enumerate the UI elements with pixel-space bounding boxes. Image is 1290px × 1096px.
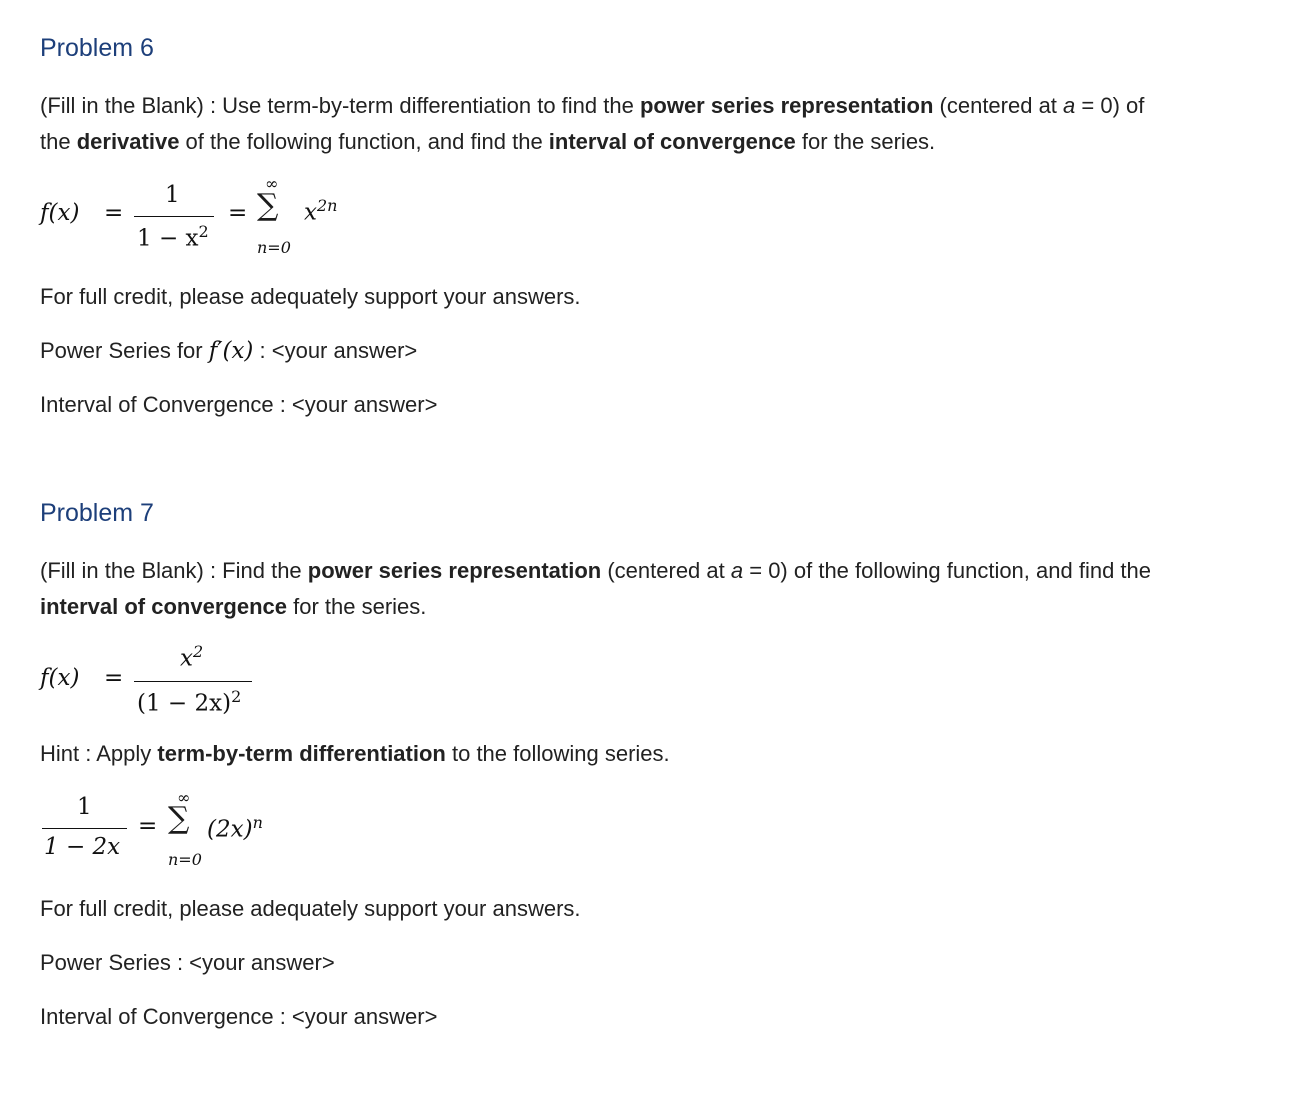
intro-bold-power-series: power series representation [307, 558, 602, 583]
fraction-bar [134, 681, 252, 682]
intro-text: (Fill in the Blank) : Use term-by-term differentiation to find the [40, 93, 640, 118]
problem-7-intro-line-2 [40, 589, 426, 625]
hint-eq-numerator: 1 [77, 794, 92, 820]
eq-numerator-exp: 2 [192, 642, 204, 661]
problem-7-hint [40, 736, 670, 772]
eq-denominator-base: (1 − 2x) [137, 690, 232, 717]
eq-denominator [137, 222, 209, 252]
intro-bold-interval: interval of convergence [40, 594, 287, 619]
sum-term-exp: 2n [316, 196, 338, 215]
sum-upper-limit: ∞ [177, 788, 191, 807]
hint-text: to the following series. [445, 741, 670, 766]
problem-7-support-text: For full credit, please adequately support your answers. [40, 896, 581, 921]
sum-upper-limit: ∞ [265, 174, 279, 193]
intro-text: for the series. [286, 594, 427, 619]
problem-6-title: Problem 6 [40, 34, 154, 62]
interval-label: Interval of Convergence : [40, 392, 292, 417]
problem-7-power-series-line [40, 945, 335, 981]
power-series-answer-placeholder[interactable]: <your answer> [271, 338, 418, 363]
interval-answer-placeholder[interactable]: <your answer> [291, 392, 438, 417]
problem-6-interval-line [40, 387, 437, 423]
sum-symbol: ∑ [257, 188, 279, 223]
intro-text: = 0) of [1075, 93, 1145, 118]
sum-term [304, 196, 337, 226]
sum-term-base: (2x) [207, 816, 253, 843]
problem-6-power-series-line [40, 333, 417, 369]
intro-text: the [40, 129, 77, 154]
power-series-answer-placeholder[interactable]: <your answer> [189, 950, 335, 975]
eq-equals: = [104, 665, 124, 691]
eq-lhs: f(x) [40, 665, 80, 691]
eq-lhs: f(x) [40, 200, 80, 226]
power-series-label: Power Series : [40, 950, 190, 975]
power-series-math: f′(x) [208, 338, 254, 364]
sum-lower-limit: n=0 [168, 850, 202, 869]
fraction-bar [42, 828, 127, 829]
eq-numerator [180, 642, 203, 672]
intro-text: for the series. [795, 129, 936, 154]
fraction-bar [134, 216, 214, 217]
intro-text: = 0) of the following function, and find the [743, 558, 1152, 583]
sum-term-base: x [304, 199, 317, 226]
power-series-label: Power Series for [40, 338, 209, 363]
hint-bold: term-by-term differentiation [157, 741, 446, 766]
hint-eq-equals: = [138, 813, 158, 839]
intro-bold-derivative: derivative [76, 129, 180, 154]
hint-eq-denominator: 1 − 2x [44, 834, 121, 860]
interval-label: Interval of Convergence : [40, 1004, 292, 1029]
intro-variable-a: a [730, 558, 744, 583]
sum-lower-limit: n=0 [257, 238, 291, 257]
problem-7-title: Problem 7 [40, 499, 154, 527]
problem-7-intro-line-1 [40, 553, 1151, 589]
eq-numerator-base: x [180, 645, 193, 672]
intro-text: (centered at [601, 558, 731, 583]
hint-text: Hint : Apply [40, 741, 158, 766]
sum-term-exp: n [252, 813, 263, 832]
eq-equals: = [104, 200, 124, 226]
interval-answer-placeholder[interactable]: <your answer> [291, 1004, 438, 1029]
eq-denominator-base: 1 − x [137, 225, 199, 252]
eq-equals: = [228, 200, 248, 226]
sum-term [207, 813, 263, 843]
problem-6-intro-line-2 [40, 124, 935, 160]
intro-text: of the following function, and find the [179, 129, 549, 154]
intro-text: (centered at [933, 93, 1064, 118]
intro-text: (Fill in the Blank) : Find the [40, 558, 308, 583]
eq-denominator [137, 687, 241, 717]
eq-denominator-exp: 2 [231, 687, 242, 706]
sum-symbol: ∑ [168, 801, 190, 836]
intro-variable-a: a [1063, 93, 1076, 118]
problem-6-intro-line-1 [40, 88, 1144, 124]
intro-bold-power-series: power series representation [639, 93, 934, 118]
problem-6-support-text: For full credit, please adequately support your answers. [40, 284, 581, 309]
intro-bold-interval: interval of convergence [548, 129, 796, 154]
eq-numerator: 1 [165, 182, 180, 208]
problem-7-interval-line [40, 999, 437, 1035]
colon: : [253, 338, 272, 363]
eq-denominator-exp: 2 [198, 222, 209, 241]
